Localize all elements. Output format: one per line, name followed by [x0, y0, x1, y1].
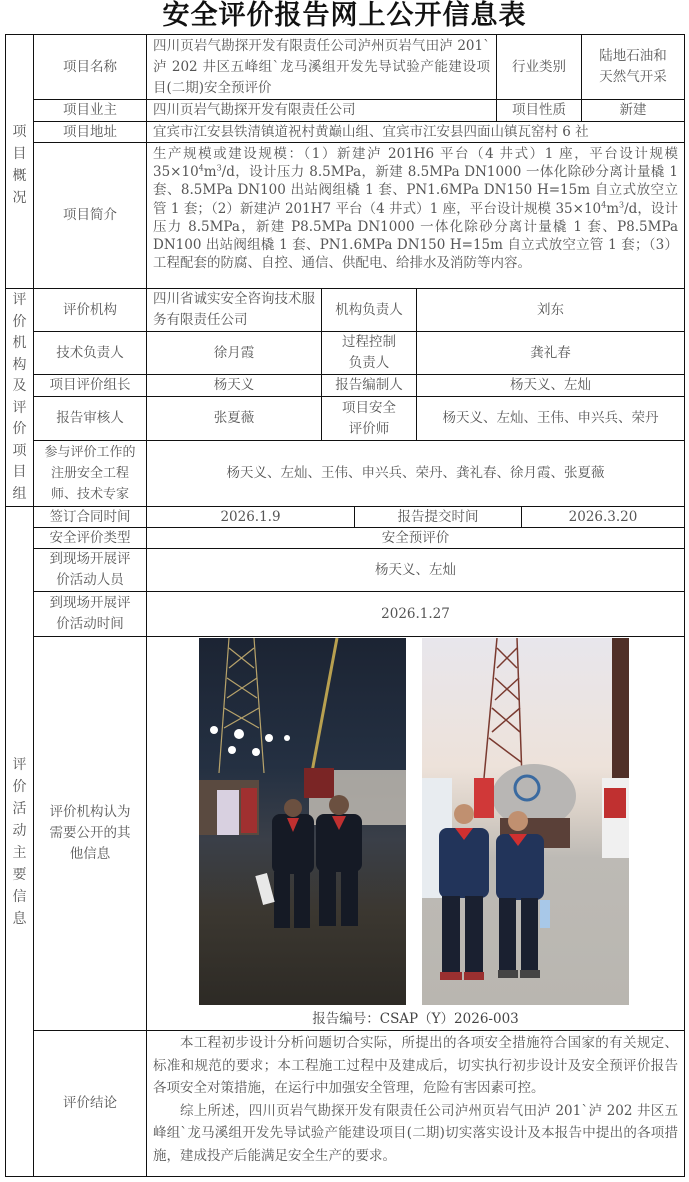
category-activity-info: [5, 506, 34, 1177]
label-compiler: 报告编制人: [321, 374, 417, 397]
day-scene-illustration: [422, 638, 629, 1005]
label-reviewer: 报告审核人: [33, 396, 147, 441]
report-number: 报告编号：CSAP（Y）2026-003: [312, 1011, 519, 1027]
label-tech-head: 技术负责人: [33, 331, 147, 375]
label-org-head: 机构负责人: [321, 288, 417, 332]
label-project-name: 项目名称: [33, 34, 147, 100]
label-submit-date: 报告提交时间: [354, 506, 522, 528]
category-text: 评价活动主要信息: [12, 756, 27, 927]
value-contract-date: 2026.1.9: [146, 506, 355, 528]
value-org-head: 刘东: [416, 288, 685, 332]
conclusion-paragraph-2: 综上所述，四川页岩气勘探开发有限责任公司泸州页岩气田泸 201ˋ泸 202 井区五峰组ˋ龙马溪组开发先导试验产能建设项目(二期)切实落实设计及本报告中提出的各项措施，建成投产后能满足安全生产的要求。: [153, 1102, 678, 1164]
page-title: 安全评价报告网上公开信息表: [162, 0, 527, 31]
label-other-info: 评价机构认为需要公开的其他信息: [33, 636, 147, 1031]
value-site-time: 2026.1.27: [146, 591, 685, 637]
label-owner: 项目业主: [33, 99, 147, 122]
conclusion-paragraph-1: 本工程初步设计分析问题切合实际，所提出的各项安全措施符合国家的有关规定、标准和规范的要求；本工程施工过程中及建成后，切实执行初步设计及安全预评价报告各项安全对策措施，在运行中加强安全管理，危险有害因素可控。: [153, 1035, 678, 1096]
label-conclusion: 评价结论: [33, 1030, 147, 1177]
value-org: 四川省诚实安全咨询技术服务有限责任公司: [146, 288, 322, 332]
value-intro: 生产规模或建设规模：（1）新建泸 201H6 平台（4 井式）1 座，平台设计规模 $35\times 10^4m^3/d$，设计压力 8.5MPa，新建 8.5MPa DN1000 一体化除砂分离计量橇 1 套、8.5MPa DN100 出站阀组橇 1 套、PN1.6MPa DN150 H=15m 自立式放空立管 1 套；（2）新建泸 201H7 平台（4 井式）1 座，平台设计规模 $35\times 10^4m^3/d$，设计压力 8.5MPa，新建 P8.5MPa DN1000 一体化除砂分离计量橇 1 套、P8.5MPa DN100 出站阀组橇 1 套、PN1.6MPa DN150 H=15m 自立式放空立管 1 套；（3）工程配套的防腐、自控、通信、供配电、给排水及消防等内容。: [146, 142, 685, 289]
category-text: 项目概况: [12, 124, 27, 206]
label-process-head: 过程控制负责人: [321, 331, 417, 375]
category-project-overview: [5, 34, 34, 289]
value-tech-head: 徐月霞: [146, 331, 322, 375]
value-conclusion: [146, 1030, 685, 1177]
value-submit-date: 2026.3.20: [521, 506, 685, 528]
value-site-people: 杨天义、左灿: [146, 548, 685, 592]
value-process-head: 龚礼春: [416, 331, 685, 375]
label-contract-date: 签订合同时间: [33, 506, 147, 528]
label-participants: 参与评价工作的注册安全工程师、技术专家: [33, 440, 147, 507]
label-site-time: 到现场开展评价活动时间: [33, 591, 147, 637]
value-assessors: 杨天义、左灿、王伟、申兴兵、荣丹: [416, 396, 685, 441]
label-org: 评价机构: [33, 288, 147, 332]
value-reviewer: 张夏薇: [146, 396, 322, 441]
value-team-lead: 杨天义: [146, 374, 322, 397]
value-owner: 四川页岩气勘探开发有限责任公司: [146, 99, 497, 122]
night-scene-illustration: [199, 638, 406, 1005]
value-nature: 新建: [581, 99, 685, 122]
label-nature: 项目性质: [496, 99, 582, 122]
value-industry: 陆地石油和天然气开采: [581, 34, 685, 100]
label-intro: 项目简介: [33, 142, 147, 289]
label-industry: 行业类别: [496, 34, 582, 100]
value-eval-type: 安全预评价: [146, 527, 685, 549]
value-address: 宜宾市江安县铁清镇道祝村黄巅山组、宜宾市江安县四面山镇瓦窑村 6 社: [146, 121, 685, 143]
label-assessors: 项目安全评价师: [321, 396, 417, 441]
label-site-people: 到现场开展评价活动人员: [33, 548, 147, 592]
label-team-lead: 项目评价组长: [33, 374, 147, 397]
value-participants: 杨天义、左灿、王伟、申兴兵、荣丹、龚礼春、徐月霞、张夏薇: [146, 440, 685, 507]
value-compiler: 杨天义、左灿: [416, 374, 685, 397]
category-org-team: [5, 288, 34, 507]
category-text: 评价机构及评价项目组: [12, 292, 27, 502]
night-site-photo: [199, 638, 406, 1005]
label-eval-type: 安全评价类型: [33, 527, 147, 549]
value-project-name: 四川页岩气勘探开发有限责任公司泸州页岩气田泸 201ˋ泸 202 井区五峰组ˋ龙马溪组开发先导试验产能建设项目(二期)安全预评价: [146, 34, 497, 100]
day-site-photo: [422, 638, 629, 1005]
label-address: 项目地址: [33, 121, 147, 143]
